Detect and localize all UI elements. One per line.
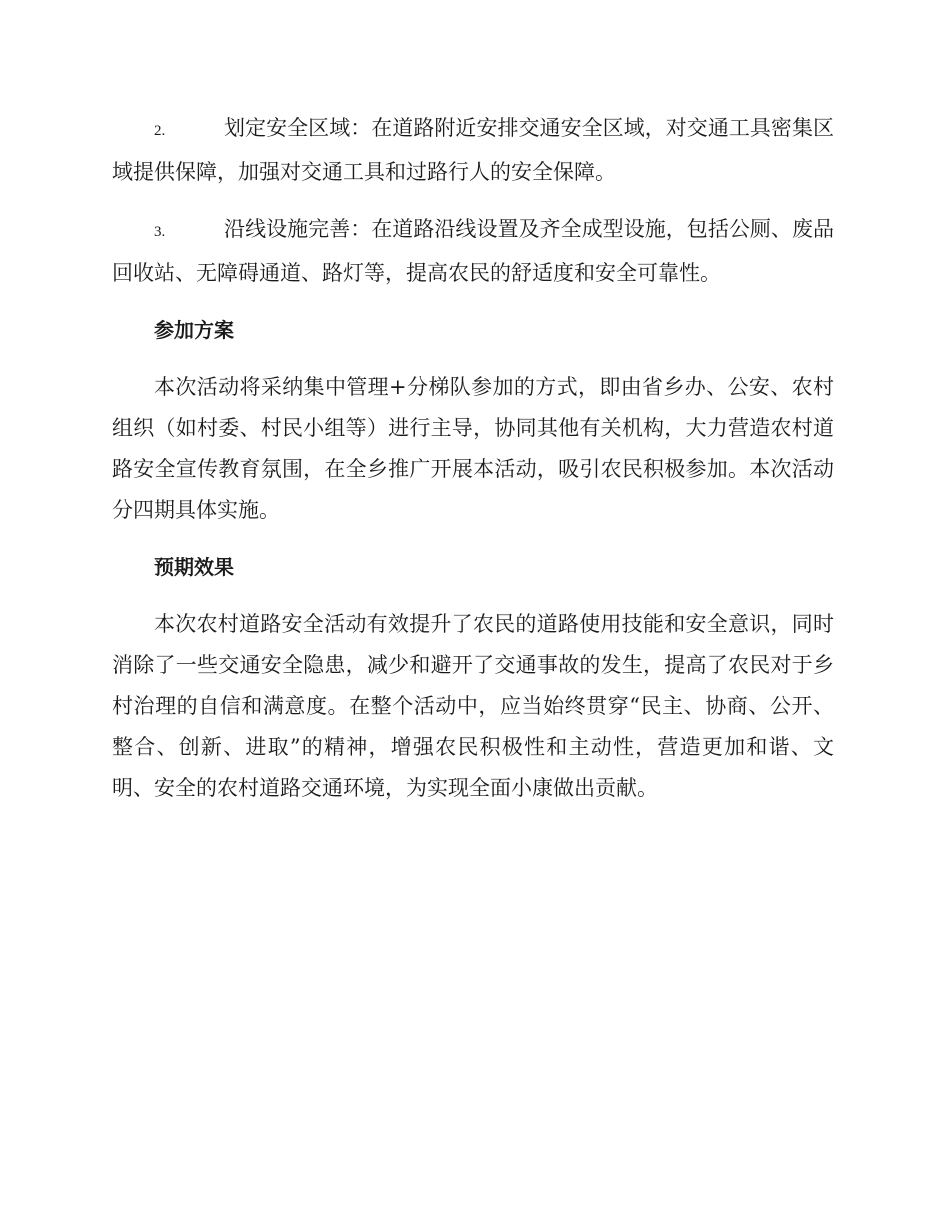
item-text: 划定安全区域：在道路附近安排交通安全区域，对交通工具密集区域提供保障，加强对交通工具和过路行人的安全保障。 bbox=[112, 116, 834, 184]
item-number: 2. bbox=[154, 123, 166, 139]
numbered-item-3 bbox=[112, 209, 834, 294]
section-body-expected-effect: 本次农村道路安全活动有效提升了农民的道路使用技能和安全意识，同时消除了一些交通安全隐患，减少和避开了交通事故的发生，提高了农民对于乡村治理的自信和满意度。在整个活动中，应当始终贯穿“民主、协商、公开、整合、创新、进取”的精神，增强农民积极性和主动性，营造更加和谐、文明、安全的农村道路交通环境，为实现全面小康做出贡献。 bbox=[112, 612, 834, 800]
document-content bbox=[112, 108, 834, 825]
item-number: 3. bbox=[154, 224, 166, 240]
section-heading-expected-effect: 预期效果 bbox=[154, 555, 234, 579]
item-text: 沿线设施完善：在道路沿线设置及齐全成型设施，包括公厕、废品回收站、无障碍通道、路灯等，提高农民的舒适度和安全可靠性。 bbox=[112, 217, 834, 285]
section-heading-participation: 参加方案 bbox=[154, 318, 234, 342]
section-body-participation: 本次活动将采纳集中管理+分梯队参加的方式，即由省乡办、公安、农村组织（如村委、村民小组等）进行主导，协同其他有关机构，大力营造农村道路安全宣传教育氛围，在全乡推广开展本活动，吸引农民积极参加。本次活动分四期具体实施。 bbox=[112, 375, 834, 522]
numbered-item-2 bbox=[112, 108, 834, 193]
